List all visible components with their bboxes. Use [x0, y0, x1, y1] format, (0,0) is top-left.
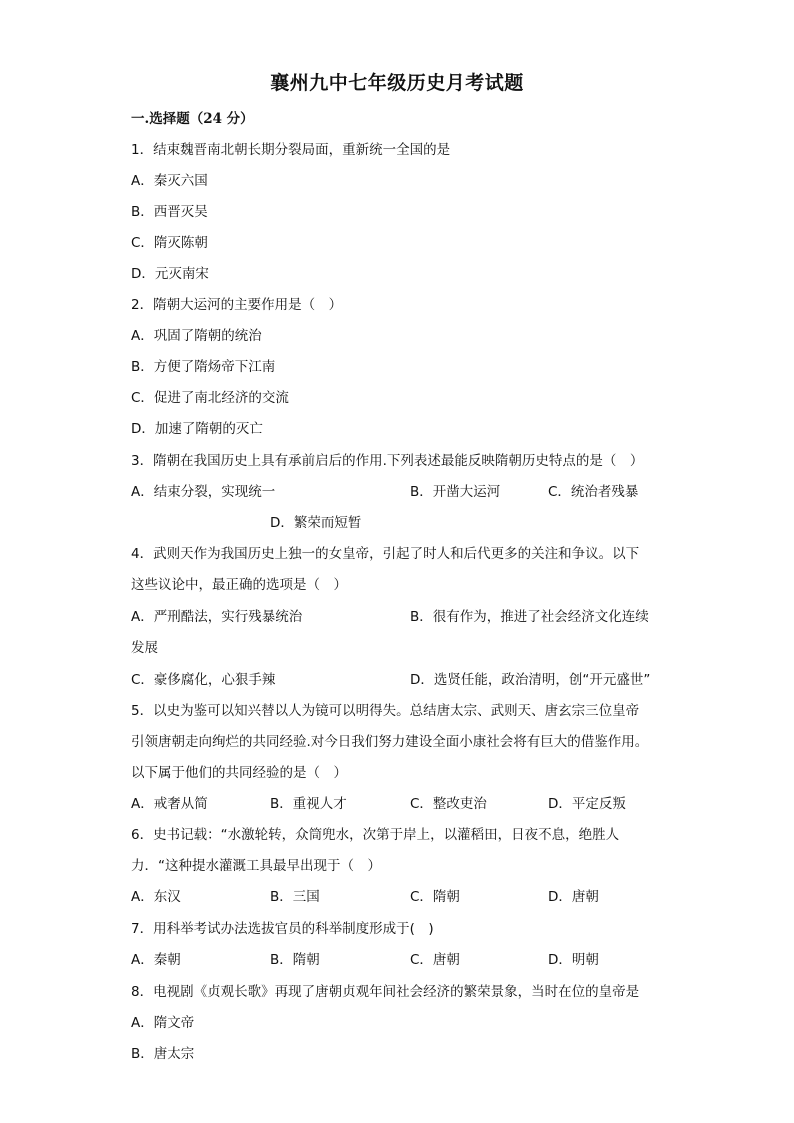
question-4-option-a: A．严刑酷法，实行残暴统治	[131, 609, 303, 625]
page-title: 襄州九中七年级历史月考试题	[270, 72, 524, 94]
question-8-option-a: A．隋文帝	[131, 1015, 195, 1031]
question-5-option-b: B．重视人才	[270, 796, 347, 812]
question-7-option-a: A．秦朝	[131, 952, 181, 968]
question-4-option-b-continued: 发展	[131, 640, 158, 656]
question-1-option-a: A．秦灭六国	[131, 173, 208, 189]
question-5-option-d: D．平定反叛	[548, 796, 626, 812]
question-4-stem-line-1: 4．武则天作为我国历史上独一的女皇帝，引起了时人和后代更多的关注和争议。以下	[131, 546, 640, 562]
question-6-option-b: B．三国	[270, 889, 320, 905]
question-2-option-b: B．方便了隋炀帝下江南	[131, 359, 276, 375]
question-1-option-d: D．元灭南宋	[131, 266, 209, 282]
question-6-stem-line-2: 力．“这种提水灌溉工具最早出现于（ ）	[131, 858, 381, 874]
question-7-option-d: D．明朝	[548, 952, 599, 968]
question-2-option-c: C．促进了南北经济的交流	[131, 390, 289, 406]
question-6-option-a: A．东汉	[131, 889, 181, 905]
question-1-option-c: C．隋灭陈朝	[131, 235, 208, 251]
question-7-stem: 7．用科举考试办法选拔官员的科举制度形成于( )	[131, 921, 434, 937]
question-1-stem: 1．结束魏晋南北朝长期分裂局面，重新统一全国的是	[131, 142, 451, 158]
question-8-stem: 8．电视剧《贞观长歌》再现了唐朝贞观年间社会经济的繁荣景象，当时在位的皇帝是	[131, 984, 640, 1000]
question-5-stem-line-3: 以下属于他们的共同经验的是（ ）	[131, 765, 347, 781]
question-7-option-b: B．隋朝	[270, 952, 320, 968]
question-5-stem-line-1: 5．以史为鉴可以知兴替以人为镜可以明得失。总结唐太宗、武则天、唐玄宗三位皇帝	[131, 703, 640, 719]
question-2-option-a: A．巩固了隋朝的统治	[131, 328, 262, 344]
question-8-option-b: B．唐太宗	[131, 1046, 195, 1062]
question-4-option-b: B．很有作为，推进了社会经济文化连续	[410, 609, 649, 625]
question-3-option-d: D．繁荣而短暂	[270, 515, 362, 531]
question-3-option-a: A．结束分裂，实现统一	[131, 484, 276, 500]
question-3-option-c: C．统治者残暴	[548, 484, 639, 500]
question-7-option-c: C．唐朝	[410, 952, 460, 968]
question-2-option-d: D．加速了隋朝的灭亡	[131, 421, 263, 437]
question-3-stem: 3．隋朝在我国历史上具有承前启后的作用.下列表述最能反映隋朝历史特点的是（ ）	[131, 453, 644, 469]
question-6-option-d: D．唐朝	[548, 889, 599, 905]
question-6-option-c: C．隋朝	[410, 889, 460, 905]
question-2-stem: 2．隋朝大运河的主要作用是（ ）	[131, 297, 343, 313]
question-6-stem-line-1: 6．史书记载：“水激轮转，众筒兜水，次第于岸上，以灌稻田，日夜不息，绝胜人	[131, 827, 620, 843]
question-4-option-d: D．选贤任能，政治清明，创“开元盛世”	[410, 672, 651, 688]
question-4-option-c: C．豪侈腐化，心狠手辣	[131, 672, 276, 688]
question-3-option-b: B．开凿大运河	[410, 484, 501, 500]
question-5-stem-line-2: 引领唐朝走向绚烂的共同经验.对今日我们努力建设全面小康社会将有巨大的借鉴作用。	[131, 734, 649, 750]
question-4-stem-line-2: 这些议论中，最正确的选项是（ ）	[131, 577, 347, 593]
section-heading: 一.选择题（24 分）	[131, 111, 254, 127]
question-1-option-b: B．西晋灭吴	[131, 204, 208, 220]
question-5-option-c: C．整改吏治	[410, 796, 487, 812]
question-5-option-a: A．戒奢从简	[131, 796, 208, 812]
